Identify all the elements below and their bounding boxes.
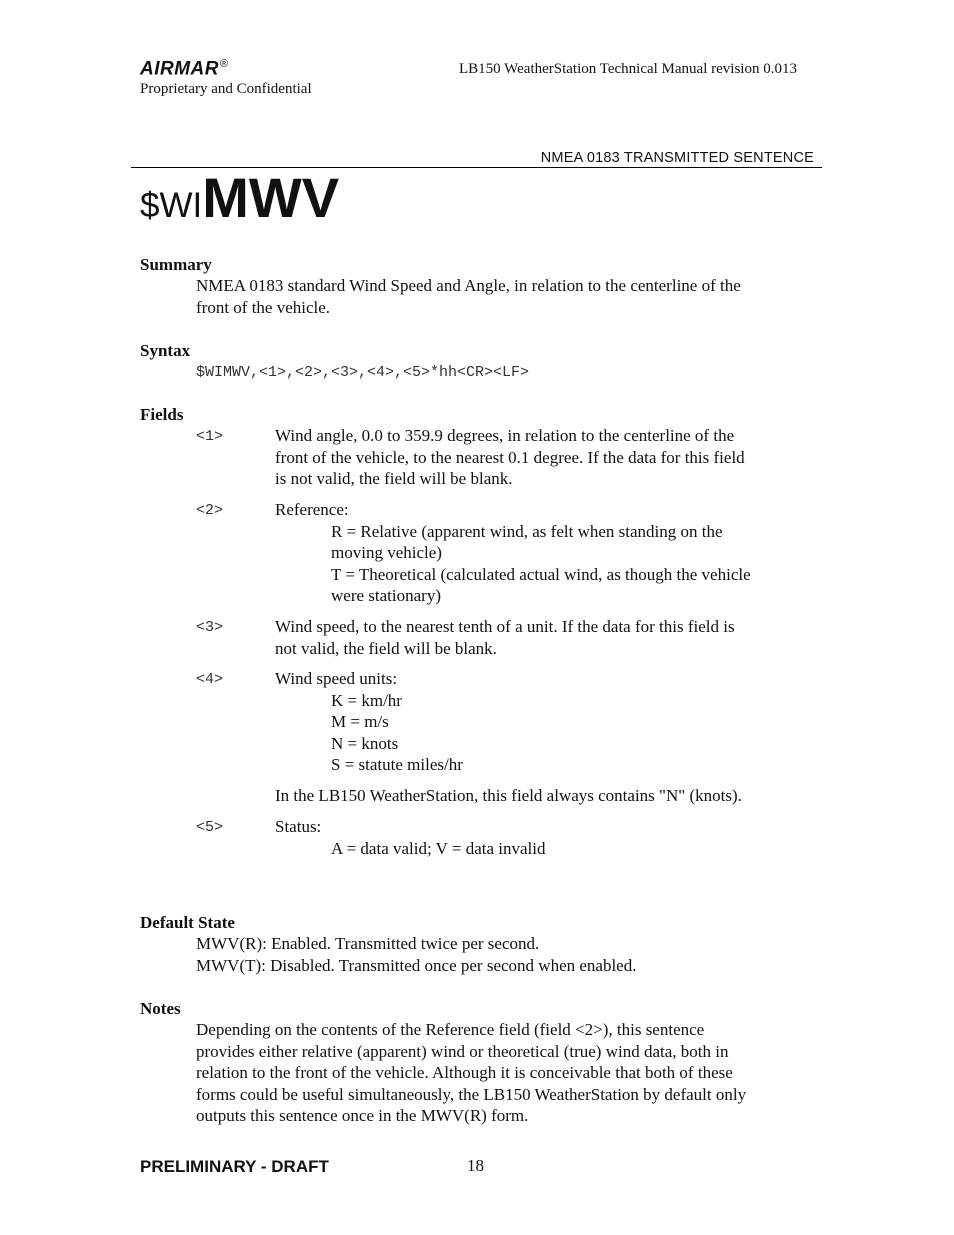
airmar-logo — [140, 58, 229, 80]
summary-line-2: front of the vehicle. — [196, 298, 331, 317]
section-label: NMEA 0183 TRANSMITTED SENTENCE — [540, 150, 814, 166]
field-4-tag: <4> — [196, 671, 224, 688]
summary-line-1: NMEA 0183 standard Wind Speed and Angle, in relation to the centerline of the — [196, 276, 741, 295]
default-state-heading: Default State — [140, 913, 235, 932]
field-4-unit-k: K = km/hr — [331, 691, 402, 710]
field-3-tag: <3> — [196, 619, 224, 636]
notes-line-3: relation to the front of the vehicle. Although it is conceivable that both of these — [196, 1063, 733, 1082]
sentence-title — [140, 166, 340, 229]
syntax-code: $WIMWV,<1>,<2>,<3>,<4>,<5>*hh<CR><LF> — [196, 364, 530, 381]
field-2-line-2: moving vehicle) — [331, 543, 442, 562]
notes-line-5: outputs this sentence once in the MWV(R) form. — [196, 1106, 529, 1125]
title-prefix: $WI — [140, 186, 203, 225]
notes-line-1: Depending on the contents of the Reference field (field <2>), this sentence — [196, 1020, 705, 1039]
draft-label: PRELIMINARY - DRAFT — [140, 1157, 329, 1176]
field-2-line-3: T = Theoretical (calculated actual wind, as though the vehicle — [331, 565, 751, 584]
field-2-label: Reference: — [275, 500, 349, 519]
field-4-label: Wind speed units: — [275, 669, 398, 688]
syntax-heading: Syntax — [140, 341, 191, 360]
field-4-unit-m: M = m/s — [331, 712, 389, 731]
registered-mark: ® — [220, 58, 229, 70]
field-3-line-2: not valid, the field will be blank. — [275, 639, 497, 658]
logo-text: AIRMAR — [140, 58, 219, 80]
field-1-tag: <1> — [196, 428, 224, 445]
field-2-line-1: R = Relative (apparent wind, as felt when standing on the — [331, 522, 723, 541]
manual-title: LB150 WeatherStation Technical Manual revision 0.013 — [459, 61, 797, 77]
field-3-line-1: Wind speed, to the nearest tenth of a unit. If the data for this field is — [275, 617, 735, 636]
field-4-unit-s: S = statute miles/hr — [331, 755, 463, 774]
field-1-line-1: Wind angle, 0.0 to 359.9 degrees, in relation to the centerline of the — [275, 426, 735, 445]
default-state-line-1: MWV(R): Enabled. Transmitted twice per second. — [196, 934, 540, 953]
field-4-unit-n: N = knots — [331, 734, 399, 753]
summary-heading: Summary — [140, 255, 212, 274]
fields-heading: Fields — [140, 405, 184, 424]
notes-line-4: forms could be useful simultaneously, the LB150 WeatherStation by default only — [196, 1085, 747, 1104]
field-2-tag: <2> — [196, 502, 224, 519]
default-state-line-2: MWV(T): Disabled. Transmitted once per second when enabled. — [196, 956, 637, 975]
field-5-label: Status: — [275, 817, 322, 836]
page-number: 18 — [467, 1156, 484, 1175]
field-5-value: A = data valid; V = data invalid — [331, 839, 546, 858]
notes-line-2: provides either relative (apparent) wind or theoretical (true) wind data, both in — [196, 1042, 729, 1061]
field-2-line-4: were stationary) — [331, 586, 441, 605]
field-5-tag: <5> — [196, 819, 224, 836]
confidential-note: Proprietary and Confidential — [140, 81, 312, 97]
field-1-line-2: front of the vehicle, to the nearest 0.1 degree. If the data for this field — [275, 448, 745, 467]
field-4-note: In the LB150 WeatherStation, this field always contains "N" (knots). — [275, 786, 742, 805]
title-main: MWV — [202, 166, 340, 229]
notes-heading: Notes — [140, 999, 181, 1018]
field-1-line-3: is not valid, the field will be blank. — [275, 469, 513, 488]
